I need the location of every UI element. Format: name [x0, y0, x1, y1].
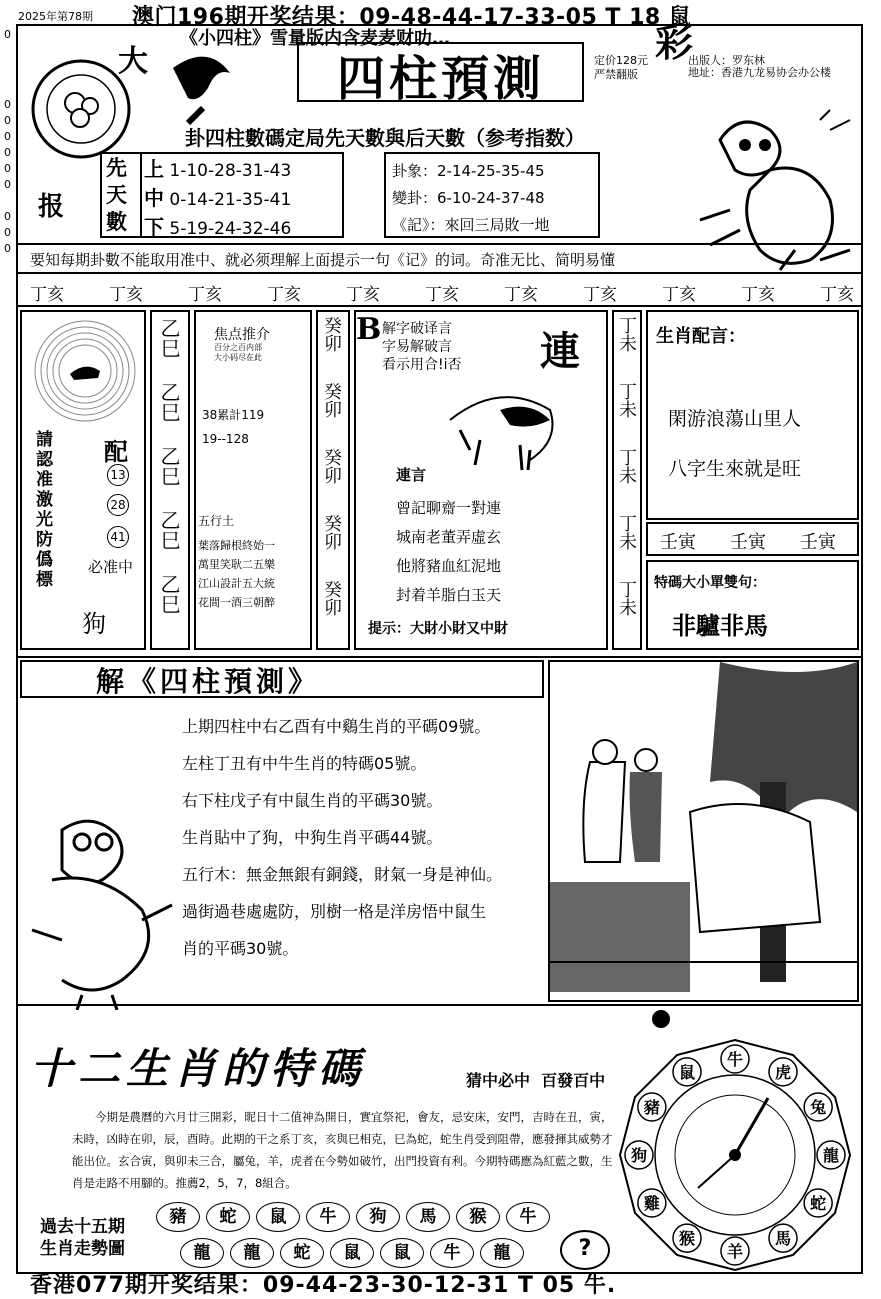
dinghai: 丁亥 — [109, 285, 143, 305]
macau-result: 澳门196期开奖结果：09-48-44-17-33-05 T 18 鼠 — [132, 5, 692, 30]
row-label: 卦象： — [392, 162, 438, 180]
focus-line: 花間一酒三朝醉 — [198, 596, 275, 609]
renyin-cell: 壬寅 — [800, 532, 836, 553]
solution-line: 生肖貼中了狗，中狗生肖平碼44號。 — [182, 828, 443, 847]
margin-char: 0 — [4, 130, 11, 143]
lion-dance-icon — [680, 100, 860, 275]
trend-row1 — [156, 1202, 556, 1232]
solution-title: 解《四柱預測》 — [96, 665, 321, 698]
dingwei-cell: 丁未 — [616, 448, 637, 484]
riddle-b: B — [356, 312, 382, 347]
notice-text: 要知每期卦數不能取用准中、就必须理解上面提示一句《记》的词。奇准无比、简明易懂 — [30, 251, 616, 269]
renyin-row — [660, 528, 836, 554]
margin-char: 0 — [4, 162, 11, 175]
margin-char: 0 — [4, 178, 11, 191]
trend-cell: 馬 — [406, 1202, 450, 1232]
renyin-cell: 壬寅 — [660, 532, 696, 553]
trend-cell: 牛 — [506, 1202, 550, 1232]
focus-line: 萬里笑耿二五樂 — [198, 558, 275, 571]
riddle-l3: 看示用合!i否 — [382, 357, 462, 373]
wheel-sign: 馬 — [774, 1229, 792, 1249]
wheel-sign: 牛 — [726, 1050, 744, 1069]
focus-stat2: 19--128 — [202, 432, 249, 446]
wheel-sign: 蛇 — [810, 1194, 827, 1213]
wheel-sign: 虎 — [774, 1062, 792, 1082]
special-answer: 非驢非馬 — [672, 612, 768, 640]
trend-cell: 猴 — [456, 1202, 500, 1232]
yisi-col — [158, 318, 180, 618]
row-pos: 中 — [144, 186, 164, 210]
poem-line: 曾記聊齋一對連 — [396, 499, 502, 517]
guimao-cell: 癸卯 — [321, 514, 342, 550]
focus-line: 江山設計五大統 — [198, 577, 275, 590]
yisi-cell: 乙巳 — [157, 574, 181, 614]
leftnum-label: 先 — [106, 155, 127, 180]
leftnum-label: 天 — [106, 182, 127, 207]
trend-cell: 蛇 — [280, 1238, 324, 1268]
dingwei-cell: 丁未 — [616, 382, 637, 418]
special-title: 特碼大小單雙句： — [654, 575, 766, 591]
solution-line: 上期四柱中右乙酉有中鷄生肖的平碼09號。 — [182, 717, 491, 736]
price: 定价128元 — [594, 54, 648, 67]
focus-wuxing: 五行土 — [198, 514, 235, 528]
solution-line: 過街過巷處處防，別樹一格是洋房悟中鼠生 — [182, 902, 487, 921]
dingwei-col — [616, 316, 636, 624]
wheel-sign: 龍 — [822, 1146, 840, 1165]
trend-cell: 鼠 — [330, 1238, 374, 1268]
focus-sub1: 百分之百内部 — [214, 343, 262, 352]
pick-number: 13 — [107, 464, 129, 486]
row-nums: 0-14-21-35-41 — [169, 190, 292, 210]
pick-number: 41 — [107, 526, 129, 548]
row-nums: 來回三局敗一地 — [444, 216, 550, 234]
wheel-sign: 猴 — [678, 1229, 696, 1249]
row-nums: 2-14-25-35-45 — [437, 162, 545, 180]
solution-line: 肖的平碼30號。 — [182, 939, 299, 958]
wheel-sign: 狗 — [630, 1146, 648, 1165]
tiger-emblem-icon — [30, 316, 140, 426]
publisher: 出版人：罗东林 — [688, 54, 765, 67]
wheel-sign: 兔 — [810, 1098, 827, 1117]
trend-cell: 龍 — [230, 1238, 274, 1268]
poem-line: 封着羊脂白玉天 — [396, 586, 502, 604]
focus-sub2: 大小码尽在此 — [214, 353, 262, 362]
zodiac-wheel — [618, 1038, 852, 1272]
laser-vertical: 請認准激光防僞標 — [32, 430, 52, 590]
row-pos: 下 — [144, 215, 164, 239]
hk-result: 香港077期开奖结果：09-44-23-30-12-31 T 05 牛. — [30, 1273, 617, 1298]
margin-char: 0 — [4, 114, 11, 127]
solution-lines — [182, 708, 502, 967]
heading-fourpillar: 卦四柱數碼定局先天數與后天數（参考指数） — [185, 126, 585, 150]
riddle-poem — [396, 494, 501, 610]
copyright: 严禁翻版 — [594, 68, 638, 81]
address: 地址：香港九龙易协会办公楼 — [688, 66, 831, 79]
margin-char: 0 — [4, 98, 11, 111]
subtitle: 《小四柱》雪量版内含麦麦财叻… — [180, 28, 450, 49]
trend-cell: 狗 — [356, 1202, 400, 1232]
leftnum-label: 數 — [106, 209, 127, 234]
dinghai: 丁亥 — [346, 285, 380, 305]
renyin-cell: 壬寅 — [730, 532, 766, 553]
dinghai: 丁亥 — [741, 285, 775, 305]
row-pos: 上 — [144, 157, 164, 181]
row-label: 《記》： — [392, 216, 445, 234]
yisi-cell: 乙巳 — [157, 382, 181, 422]
trend-cell: 豬 — [156, 1202, 200, 1232]
village-scene-illustration — [550, 662, 857, 1000]
dinghai: 丁亥 — [662, 285, 696, 305]
guimao-cell: 癸卯 — [321, 316, 342, 352]
wheel-sign: 羊 — [726, 1242, 744, 1261]
focus-lines — [198, 536, 275, 612]
question-bubble: ? — [560, 1230, 610, 1270]
trend-cell: 牛 — [306, 1202, 350, 1232]
guimao-col — [321, 316, 341, 624]
leftnum-rows — [144, 156, 291, 243]
focus-stat1: 38累計119 — [202, 408, 265, 422]
trend-row2 — [180, 1238, 530, 1268]
bullet-dot — [652, 1010, 670, 1028]
wheel-sign: 鼠 — [678, 1062, 696, 1082]
badge: 彩 — [655, 20, 694, 65]
focus-line: 葉落歸根終始一 — [198, 539, 275, 552]
row-label: 變卦： — [392, 189, 438, 207]
trend-cell: 鼠 — [380, 1238, 424, 1268]
margin-char: 0 — [4, 226, 11, 239]
zodiac-words-l2: 八字生來就是旺 — [668, 458, 802, 480]
poem-line: 他將豬血紅泥地 — [396, 557, 502, 575]
bizhun-text: 必准中 — [88, 558, 134, 576]
zodiac-words-title: 生肖配言： — [656, 326, 746, 347]
margin-char: 0 — [4, 146, 11, 159]
wheel-sign: 豬 — [643, 1098, 660, 1117]
dinghai: 丁亥 — [30, 285, 64, 305]
dinghai: 丁亥 — [267, 285, 301, 305]
trend-label2: 生肖走勢圖 — [40, 1239, 125, 1259]
dinghai: 丁亥 — [188, 285, 222, 305]
focus-title: 焦点推介 — [214, 327, 270, 343]
dingwei-cell: 丁未 — [616, 316, 637, 352]
animal-char: 狗 — [82, 610, 106, 638]
riddle-l1: 解字破译言 — [382, 321, 452, 337]
row-nums: 5-19-24-32-46 — [169, 219, 292, 239]
riddle-tip: 提示：大財小財又中財 — [368, 621, 508, 637]
pei-char: 配 — [104, 437, 128, 466]
guimao-cell: 癸卯 — [321, 382, 342, 418]
dinghai: 丁亥 — [425, 285, 459, 305]
guimao-cell: 癸卯 — [321, 580, 342, 616]
dinghai-row — [30, 280, 860, 305]
dinghai: 丁亥 — [583, 285, 617, 305]
period-paragraph: 今期是農曆的六月廿三開彩，昵日十二值神為開日，實宜祭祀，會友，忌安床，安門，吉時在丑，寅，未時，凶時在卯，辰，酉時。此期的干之系丁亥，亥與巳相克，巳為蛇，蛇生肖受到阻帶，應發揮其威勢才能出位。玄合寅，與卯未三合，屬兔，羊，虎者在今勢如破竹，出門投資有利。今期特碼應為紅藍之數，生肖是走路不用腳的。推薦2，5，7，8組合。 — [72, 1110, 613, 1190]
yisi-cell: 乙巳 — [157, 318, 181, 358]
ink-brush-icon — [430, 370, 570, 480]
page-title: 四柱預測 — [336, 51, 545, 107]
poem-line: 城南老董弄虛玄 — [396, 528, 502, 546]
trend-cell: 龍 — [180, 1238, 224, 1268]
trend-label1: 過去十五期 — [40, 1217, 125, 1237]
pick-number: 28 — [107, 494, 129, 516]
yisi-cell: 乙巳 — [157, 446, 181, 486]
trend-cell: 牛 — [430, 1238, 474, 1268]
zodiac-words-l1: 閑游浪蕩山里人 — [668, 408, 802, 430]
slogan: 猜中必中 百發百中 — [466, 1071, 606, 1090]
leftnum-labels — [106, 154, 127, 235]
solution-line: 右下柱戊子有中鼠生肖的平碼30號。 — [182, 791, 443, 810]
dinghai: 丁亥 — [820, 285, 854, 305]
row-nums: 6-10-24-37-48 — [437, 189, 545, 207]
issue-label: 2025年第78期 — [18, 10, 93, 23]
script-title: 十二生肖的特碼 — [30, 1044, 367, 1093]
yisi-cell: 乙巳 — [157, 510, 181, 550]
rightnum-rows — [392, 158, 550, 239]
trend-cell: 鼠 — [256, 1202, 300, 1232]
riddle-title: 連言 — [396, 466, 427, 484]
dinghai: 丁亥 — [504, 285, 538, 305]
margin-char: 0 — [4, 28, 11, 41]
margin-char: 0 — [4, 210, 11, 223]
brush-stroke-icon — [168, 48, 238, 128]
solution-line: 五行木：無金無銀有銅錢，財氣一身是神仙。 — [182, 865, 503, 884]
solution-line: 左柱丁丑有中牛生肖的特碼05號。 — [182, 754, 427, 773]
stamp-side-char2: 报 — [38, 192, 65, 222]
dingwei-cell: 丁未 — [616, 514, 637, 550]
trend-cell: 蛇 — [206, 1202, 250, 1232]
wheel-sign: 雞 — [643, 1194, 660, 1213]
margin-char: 0 — [4, 242, 11, 255]
riddle-lian: 連 — [540, 328, 580, 375]
trend-cell: 龍 — [480, 1238, 524, 1268]
stamp-seal-icon — [30, 58, 132, 160]
stamp-side-char: 大 — [118, 44, 148, 79]
guimao-cell: 癸卯 — [321, 448, 342, 484]
dingwei-cell: 丁未 — [616, 580, 637, 616]
riddle-l2: 字易解破言 — [382, 339, 452, 355]
row-nums: 1-10-28-31-43 — [169, 161, 292, 181]
cartoon-mascot-icon — [22, 810, 182, 1010]
